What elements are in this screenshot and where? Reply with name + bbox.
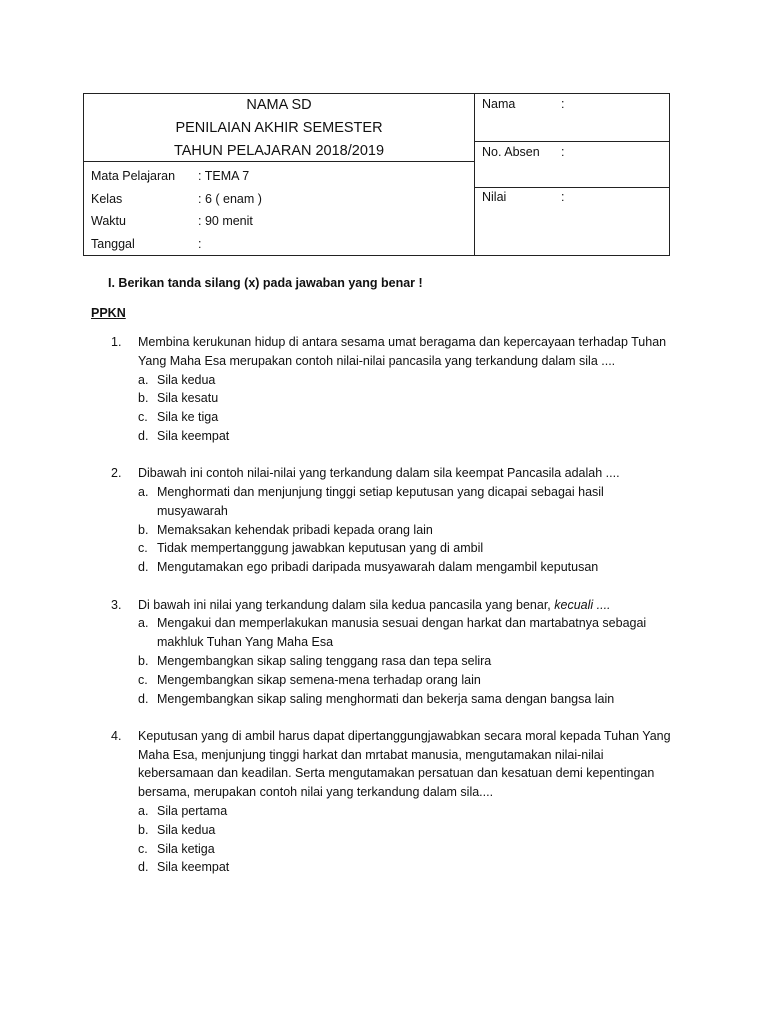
question-italic-suffix: kecuali .... bbox=[554, 597, 611, 612]
info-label: Waktu bbox=[91, 214, 126, 228]
answer-option[interactable] bbox=[111, 408, 681, 427]
question-number: 2. bbox=[111, 466, 122, 481]
question-text: Dibawah ini contoh nilai-nilai yang terkandung dalam sila keempat Pancasila adalah .... bbox=[138, 466, 620, 481]
answer-option bbox=[111, 502, 681, 521]
answer-option[interactable] bbox=[111, 821, 681, 840]
answer-option[interactable] bbox=[111, 802, 681, 821]
absence-number-field[interactable] bbox=[475, 142, 670, 188]
info-row-subject bbox=[91, 165, 471, 188]
option-text: Sila ke tiga bbox=[157, 410, 219, 425]
name-field[interactable] bbox=[475, 94, 670, 142]
score-colon: : bbox=[561, 190, 565, 204]
option-text: Sila kesatu bbox=[157, 391, 219, 406]
question-number: 1. bbox=[111, 335, 122, 349]
option-letter: b. bbox=[138, 653, 149, 668]
info-row-class bbox=[91, 188, 471, 211]
option-letter: d. bbox=[138, 860, 149, 875]
question-number: 3. bbox=[111, 597, 122, 612]
question-item bbox=[111, 333, 681, 446]
info-label: Tanggal bbox=[91, 236, 135, 251]
option-letter: c. bbox=[138, 841, 148, 856]
question-item bbox=[111, 727, 681, 877]
info-label: Kelas bbox=[91, 191, 123, 206]
option-text: Mengakui dan memperlakukan manusia sesuai dengan harkat dan martabatnya sebagai bbox=[157, 616, 647, 631]
question-text: Keputusan yang di ambil harus dapat dipertanggungjawabkan secara moral kepada Tuhan Yang bbox=[138, 728, 671, 743]
answer-option[interactable] bbox=[111, 671, 681, 690]
question-text-line bbox=[111, 333, 681, 352]
answer-option[interactable] bbox=[111, 558, 681, 577]
academic-year: TAHUN PELAJARAN 2018/2019 bbox=[173, 143, 385, 159]
exam-info-rows bbox=[91, 165, 471, 255]
option-text: musyawarah bbox=[157, 503, 228, 518]
question-text: kebersamaan dan keadilan. Serta mengutamakan persatuan dan kesatuan demi kepentingan bbox=[138, 766, 655, 781]
answer-option[interactable] bbox=[111, 652, 681, 671]
question-text: Maha Esa, menjunjung tinggi harkat dan mrtabat manusia, mengutamakan nilai-nilai bbox=[138, 747, 604, 762]
instruction-text: I. Berikan tanda silang (x) pada jawaban yang benar ! bbox=[108, 276, 423, 290]
question-number: 4. bbox=[111, 728, 122, 743]
question-text-line bbox=[111, 783, 681, 802]
option-text: makhluk Tuhan Yang Maha Esa bbox=[157, 635, 334, 650]
option-text: Sila pertama bbox=[157, 804, 228, 819]
answer-option bbox=[111, 633, 681, 652]
section-title: PPKN bbox=[91, 306, 126, 320]
option-text: Menghormati dan menjunjung tinggi setiap keputusan yang dicapai sebagai hasil bbox=[157, 485, 604, 500]
info-label: Mata Pelajaran bbox=[91, 169, 176, 183]
option-text: Tidak mempertanggung jawabkan keputusan yang di ambil bbox=[157, 541, 484, 556]
question-text-line bbox=[111, 596, 681, 615]
answer-option[interactable] bbox=[111, 858, 681, 877]
answer-option[interactable] bbox=[111, 483, 681, 502]
question-item bbox=[111, 596, 681, 709]
header-right-panel bbox=[475, 94, 670, 255]
option-text: Mengembangkan sikap saling menghormati dan bekerja sama dengan bangsa lain bbox=[157, 691, 615, 706]
header-left-panel bbox=[84, 94, 475, 255]
exam-header-table bbox=[83, 93, 670, 256]
school-name: NAMA SD bbox=[246, 97, 312, 113]
option-letter: b. bbox=[138, 391, 149, 406]
exam-title-block bbox=[84, 94, 474, 162]
option-letter: d. bbox=[138, 428, 149, 443]
question-text-line bbox=[111, 746, 681, 765]
option-letter: c. bbox=[138, 672, 148, 687]
exam-name: PENILAIAN AKHIR SEMESTER bbox=[175, 120, 383, 136]
score-label: Nilai bbox=[482, 190, 507, 204]
info-row-date bbox=[91, 233, 471, 256]
absence-number-label: No. Absen bbox=[482, 145, 540, 159]
option-letter: d. bbox=[138, 691, 149, 706]
option-letter: a. bbox=[138, 372, 149, 387]
question-text-line bbox=[111, 352, 681, 371]
info-row-time bbox=[91, 210, 471, 233]
option-text: Sila keempat bbox=[157, 860, 230, 875]
answer-option[interactable] bbox=[111, 614, 681, 633]
question-text: Yang Maha Esa merupakan contoh nilai-nilai pancasila yang terkandung dalam sila .... bbox=[138, 353, 616, 368]
option-letter: a. bbox=[138, 485, 149, 500]
answer-option[interactable] bbox=[111, 539, 681, 558]
answer-option[interactable] bbox=[111, 840, 681, 859]
info-value: : bbox=[198, 236, 202, 251]
option-letter: d. bbox=[138, 560, 149, 575]
question-text: Di bawah ini nilai yang terkandung dalam sila kedua pancasila yang benar, bbox=[138, 597, 555, 612]
question-text-line bbox=[111, 764, 681, 783]
option-letter: a. bbox=[138, 804, 149, 819]
option-text: Mengembangkan sikap saling tenggang rasa dan tepa selira bbox=[157, 653, 492, 668]
score-field[interactable] bbox=[475, 188, 670, 257]
info-value: : 90 menit bbox=[198, 214, 253, 228]
option-letter: c. bbox=[138, 541, 148, 556]
question-text: Membina kerukunan hidup di antara sesama umat beragama dan kepercayaan terhadap Tuhan bbox=[138, 335, 667, 349]
option-text: Sila kedua bbox=[157, 822, 216, 837]
option-text: Mengembangkan sikap semena-mena terhadap orang lain bbox=[157, 672, 481, 687]
name-colon: : bbox=[561, 97, 565, 111]
absence-number-colon: : bbox=[561, 145, 565, 159]
option-text: Sila kedua bbox=[157, 372, 216, 387]
question-text-line bbox=[111, 727, 681, 746]
option-letter: b. bbox=[138, 822, 149, 837]
option-letter: b. bbox=[138, 522, 149, 537]
answer-option[interactable] bbox=[111, 389, 681, 408]
answer-option[interactable] bbox=[111, 371, 681, 390]
option-text: Sila keempat bbox=[157, 428, 230, 443]
answer-option[interactable] bbox=[111, 521, 681, 540]
option-text: Memaksakan kehendak pribadi kepada orang lain bbox=[157, 522, 433, 537]
question-text-line bbox=[111, 464, 681, 483]
question-list bbox=[111, 333, 681, 896]
info-value: : 6 ( enam ) bbox=[198, 191, 262, 206]
option-text: Mengutamakan ego pribadi daripada musyawarah dalam mengambil keputusan bbox=[157, 560, 599, 575]
answer-option[interactable] bbox=[111, 427, 681, 446]
question-item bbox=[111, 464, 681, 577]
question-text: bersama, merupakan contoh nilai yang terkandung dalam sila.... bbox=[138, 785, 494, 800]
name-label: Nama bbox=[482, 97, 516, 111]
answer-option[interactable] bbox=[111, 690, 681, 709]
option-letter: c. bbox=[138, 410, 148, 425]
option-letter: a. bbox=[138, 616, 149, 631]
option-text: Sila ketiga bbox=[157, 841, 215, 856]
info-value: : TEMA 7 bbox=[198, 169, 250, 183]
